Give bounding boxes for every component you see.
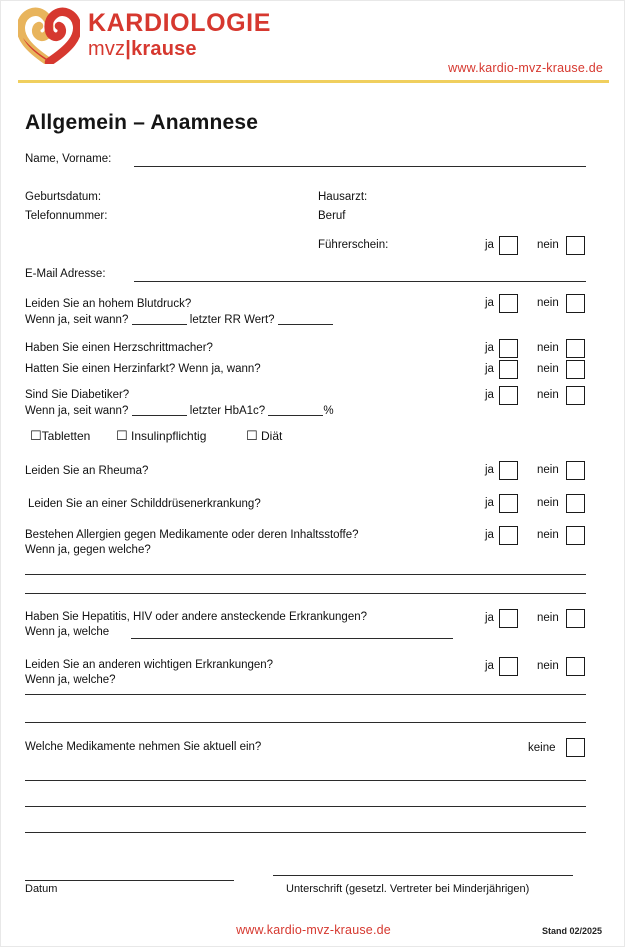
option-insulin-label: Insulinpflichtig xyxy=(131,429,207,443)
header-website-url[interactable]: www.kardio-mvz-krause.de xyxy=(448,61,603,75)
blutdruck-since-label: Wenn ja, seit wann? xyxy=(25,314,129,326)
question-andere: Leiden Sie an anderen wichtigen Erkrankungen? xyxy=(25,659,274,671)
option-insulinpflichtig[interactable] xyxy=(116,428,206,444)
hepatitis-answer-line[interactable] xyxy=(131,638,453,639)
diaet-checkbox-icon[interactable]: ☐ xyxy=(246,428,258,443)
schilddruese-no-label: nein xyxy=(537,497,559,509)
schilddruese-yes-label: ja xyxy=(485,497,494,509)
blutdruck-since-blank[interactable] xyxy=(132,324,187,325)
medikamente-line-2[interactable] xyxy=(25,806,586,807)
license-no-checkbox[interactable] xyxy=(566,236,585,255)
blutdruck-rr-blank[interactable] xyxy=(278,324,333,325)
license-yes-checkbox[interactable] xyxy=(499,236,518,255)
hepatitis-subline: Wenn ja, welche xyxy=(25,626,110,638)
heart-logo-icon xyxy=(18,6,80,64)
andere-answer-line-2[interactable] xyxy=(25,722,586,723)
rheuma-yes-label: ja xyxy=(485,464,494,476)
option-diaet[interactable] xyxy=(246,428,282,444)
blutdruck-no-label: nein xyxy=(537,297,559,309)
allergien-answer-line-1[interactable] xyxy=(25,574,586,575)
diabetes-hba1c-label: letzter HbA1c? xyxy=(189,405,266,417)
medikamente-none-label: keine xyxy=(528,742,556,754)
brand-name: KARDIOLOGIE xyxy=(88,9,271,37)
infarkt-no-label: nein xyxy=(537,363,559,375)
question-infarkt: Hatten Sie einen Herzinfarkt? Wenn ja, wann? xyxy=(25,363,261,375)
andere-no-label: nein xyxy=(537,660,559,672)
option-diaet-label: Diät xyxy=(261,429,283,443)
birthdate-label: Geburtsdatum: xyxy=(25,191,102,203)
diabetes-yes-label: ja xyxy=(485,389,494,401)
signature-line[interactable] xyxy=(273,875,573,876)
hepatitis-yes-label: ja xyxy=(485,612,494,624)
andere-subline: Wenn ja, welche? xyxy=(25,674,116,686)
page-title: Allgemein – Anamnese xyxy=(25,111,259,134)
question-allergien: Bestehen Allergien gegen Medikamente oder deren Inhaltsstoffe? xyxy=(25,529,359,541)
brand-mvz: mvz xyxy=(88,38,126,60)
phone-label: Telefonnummer: xyxy=(25,210,108,222)
question-schilddruese: Leiden Sie an einer Schilddrüsenerkrankung? xyxy=(28,498,261,510)
blutdruck-yes-label: ja xyxy=(485,297,494,309)
footer-website-url[interactable]: www.kardio-mvz-krause.de xyxy=(236,923,391,937)
schrittmacher-no-checkbox[interactable] xyxy=(566,339,585,358)
page-header xyxy=(1,1,625,89)
name-label: Name, Vorname: xyxy=(25,153,112,165)
hepatitis-no-checkbox[interactable] xyxy=(566,609,585,628)
andere-yes-checkbox[interactable] xyxy=(499,657,518,676)
diabetes-yes-checkbox[interactable] xyxy=(499,386,518,405)
schilddruese-yes-checkbox[interactable] xyxy=(499,494,518,513)
schrittmacher-no-label: nein xyxy=(537,342,559,354)
license-label: Führerschein: xyxy=(318,239,389,251)
andere-yes-label: ja xyxy=(485,660,494,672)
header-divider xyxy=(18,80,609,83)
blutdruck-yes-checkbox[interactable] xyxy=(499,294,518,313)
blutdruck-rr-label: letzter RR Wert? xyxy=(189,314,275,326)
question-schrittmacher: Haben Sie einen Herzschrittmacher? xyxy=(25,342,213,354)
allergien-no-checkbox[interactable] xyxy=(566,526,585,545)
license-no-label: nein xyxy=(537,239,559,251)
diabetes-no-label: nein xyxy=(537,389,559,401)
schilddruese-no-checkbox[interactable] xyxy=(566,494,585,513)
andere-answer-line-1[interactable] xyxy=(25,694,586,695)
signature-label: Unterschrift (gesetzl. Vertreter bei Minderjährigen) xyxy=(286,883,530,895)
infarkt-yes-label: ja xyxy=(485,363,494,375)
question-hepatitis: Haben Sie Hepatitis, HIV oder andere ansteckende Erkrankungen? xyxy=(25,611,368,623)
diabetes-percent-label: % xyxy=(323,405,334,417)
allergien-no-label: nein xyxy=(537,529,559,541)
date-signature-line[interactable] xyxy=(25,880,234,881)
rheuma-no-checkbox[interactable] xyxy=(566,461,585,480)
schrittmacher-yes-label: ja xyxy=(485,342,494,354)
insulin-checkbox-icon[interactable]: ☐ xyxy=(116,428,128,443)
hepatitis-no-label: nein xyxy=(537,612,559,624)
diabetes-since-blank[interactable] xyxy=(132,415,187,416)
job-label: Beruf xyxy=(318,210,346,222)
infarkt-yes-checkbox[interactable] xyxy=(499,360,518,379)
diabetes-hba1c-blank[interactable] xyxy=(268,415,323,416)
license-yes-label: ja xyxy=(485,239,494,251)
allergien-yes-label: ja xyxy=(485,529,494,541)
revision-label: Stand 02/2025 xyxy=(541,926,602,936)
medikamente-line-1[interactable] xyxy=(25,780,586,781)
rheuma-no-label: nein xyxy=(537,464,559,476)
infarkt-no-checkbox[interactable] xyxy=(566,360,585,379)
email-input-line[interactable] xyxy=(134,281,586,282)
diabetes-no-checkbox[interactable] xyxy=(566,386,585,405)
brand-krause: krause xyxy=(131,38,197,60)
question-blutdruck: Leiden Sie an hohem Blutdruck? xyxy=(25,298,192,310)
hepatitis-yes-checkbox[interactable] xyxy=(499,609,518,628)
brand-bar: | xyxy=(125,38,132,60)
name-input-line[interactable] xyxy=(134,166,586,167)
date-label: Datum xyxy=(25,883,58,895)
medikamente-none-checkbox[interactable] xyxy=(566,738,585,757)
question-diabetes: Sind Sie Diabetiker? xyxy=(25,389,130,401)
question-rheuma: Leiden Sie an Rheuma? xyxy=(25,465,149,477)
brand-subname xyxy=(88,39,271,59)
allergien-subline: Wenn ja, gegen welche? xyxy=(25,544,151,556)
option-tabletten[interactable] xyxy=(30,428,90,444)
diabetes-subline xyxy=(25,405,334,417)
gp-label: Hausarzt: xyxy=(318,191,368,203)
rheuma-yes-checkbox[interactable] xyxy=(499,461,518,480)
schrittmacher-yes-checkbox[interactable] xyxy=(499,339,518,358)
practice-logo xyxy=(18,6,271,64)
blutdruck-subline xyxy=(25,314,333,326)
andere-no-checkbox[interactable] xyxy=(566,657,585,676)
blutdruck-no-checkbox[interactable] xyxy=(566,294,585,313)
medikamente-line-3[interactable] xyxy=(25,832,586,833)
option-tabletten-label: Tabletten xyxy=(41,429,91,443)
diabetes-since-label: Wenn ja, seit wann? xyxy=(25,405,129,417)
tabletten-checkbox-icon[interactable]: ☐ xyxy=(30,428,42,443)
allergien-yes-checkbox[interactable] xyxy=(499,526,518,545)
question-medikamente: Welche Medikamente nehmen Sie aktuell ein? xyxy=(25,741,262,753)
email-label: E-Mail Adresse: xyxy=(25,268,106,280)
allergien-answer-line-2[interactable] xyxy=(25,593,586,594)
